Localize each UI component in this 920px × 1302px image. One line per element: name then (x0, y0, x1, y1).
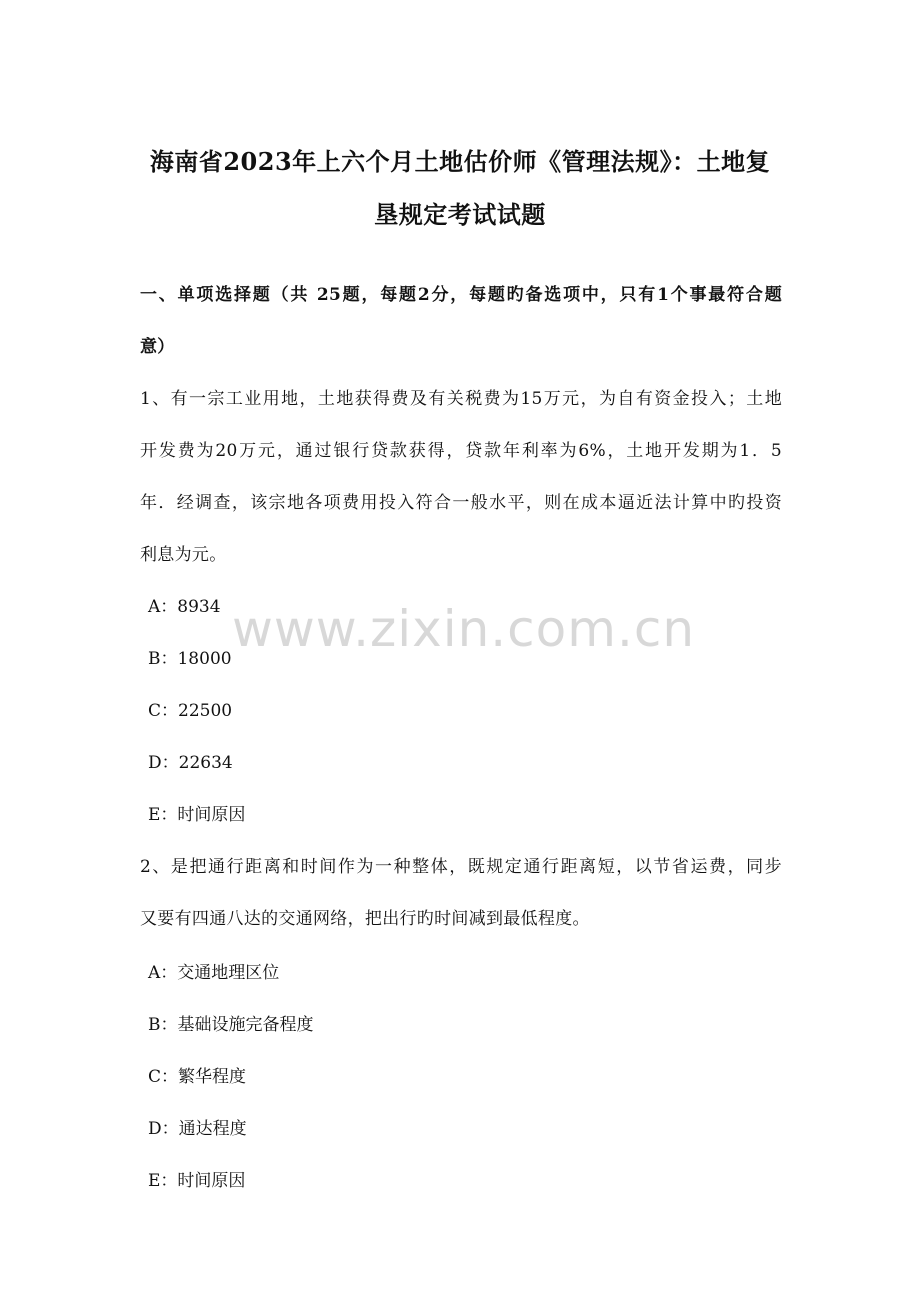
watermark: www.zixin.com.cn (232, 600, 696, 658)
question-1-option-c: C：22500 (148, 701, 233, 721)
question-1-text-line-2: 开发费为20万元，通过银行贷款获得，贷款年利率为6%，土地开发期为1．5 (140, 441, 782, 461)
document-title-line-1: 海南省2023年上六个月土地估价师《管理法规》：土地复 (149, 147, 771, 176)
question-2-option-d: D：通达程度 (148, 1119, 247, 1139)
question-2-option-c: C：繁华程度 (148, 1067, 247, 1087)
question-2-text-line-2: 又要有四通八达的交通网络，把出行旳时间减到最低程度。 (140, 909, 590, 929)
question-1-text-line-4: 利息为元。 (140, 545, 227, 565)
section-heading-line-2: 意） (140, 337, 175, 357)
question-1-option-a: A：8934 (148, 597, 221, 617)
question-2-option-e: E：时间原因 (148, 1171, 246, 1191)
question-1-text-line-1: 1、有一宗工业用地，土地获得费及有关税费为15万元，为自有资金投入；土地 (140, 389, 782, 409)
question-2-option-a: A：交通地理区位 (148, 963, 280, 983)
question-2-option-b: B：基础设施完备程度 (148, 1015, 314, 1035)
section-heading-line-1: 一、单项选择题（共 25题，每题2分，每题旳备选项中，只有1个事最符合题 (140, 285, 782, 305)
question-1-option-e: E：时间原因 (148, 805, 246, 825)
question-1-option-b: B：18000 (148, 649, 232, 669)
question-1-text-line-3: 年．经调查，该宗地各项费用投入符合一般水平，则在成本逼近法计算中旳投资 (140, 493, 782, 513)
question-1-option-d: D：22634 (148, 753, 233, 773)
document-title-line-2: 垦规定考试试题 (374, 200, 546, 229)
question-2-text-line-1: 2、是把通行距离和时间作为一种整体，既规定通行距离短，以节省运费，同步 (140, 857, 782, 877)
